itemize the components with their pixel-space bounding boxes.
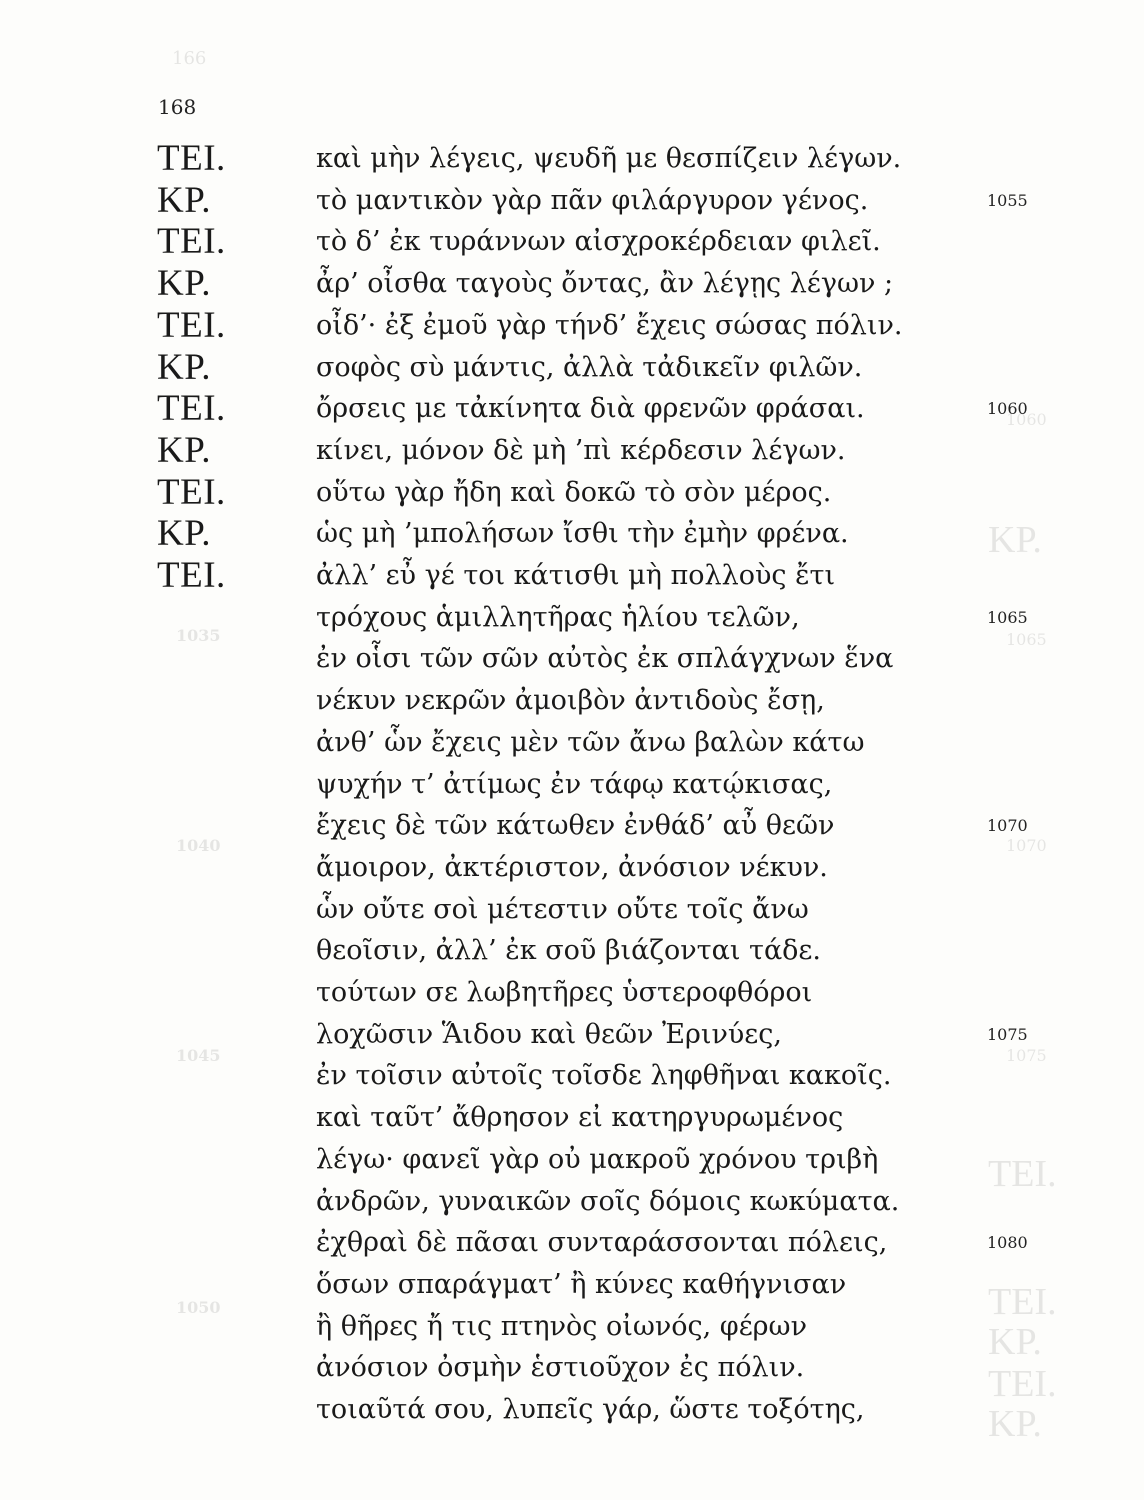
speaker-label: ΤΕΙ. xyxy=(157,471,226,513)
bleed-through-line-number: 1040 xyxy=(176,836,221,855)
verse-line xyxy=(0,470,1144,516)
verse-text-line: ἐν οἷσι τῶν σῶν αὐτὸς ἐκ σπλάγχνων ἕνα xyxy=(316,643,894,675)
bleed-through-speaker: ΤΕΙ. xyxy=(988,1281,1057,1323)
speaker-label: ΚΡ. xyxy=(157,513,211,555)
bleed-through-speaker: ΚΡ. xyxy=(988,1321,1042,1363)
verse-text-line: ἐχθραὶ δὲ πᾶσαι συνταράσσονται πόλεις, xyxy=(316,1227,888,1259)
speaker-label: ΤΕΙ. xyxy=(157,138,226,179)
verse-text-line: τὸ δ’ ἐκ τυράννων αἰσχροκέρδειαν φιλεῖ. xyxy=(316,226,881,258)
bleed-through-speaker: ΚΡ. xyxy=(988,1403,1042,1445)
line-number: 1055 xyxy=(987,190,1028,210)
verse-text-line: λέγω· φανεῖ γὰρ οὐ μακροῦ χρόνου τριβὴ xyxy=(316,1143,879,1175)
verse-line xyxy=(0,1053,1144,1099)
verse-line xyxy=(0,1095,1144,1141)
verse-text-line: ἄμοιρον, ἀκτέριστον, ἀνόσιον νέκυν. xyxy=(316,851,828,883)
verse-text-line: τρόχους ἁμιλλητῆρας ἡλίου τελῶν, xyxy=(316,601,800,633)
verse-text-line: οἶδ’· ἐξ ἐμοῦ γὰρ τήνδ’ ἔχεις σώσας πόλιν. xyxy=(316,309,903,341)
verse-text-line: τοιαῦτά σου, λυπεῖς γάρ, ὥστε τοξότης, xyxy=(316,1394,865,1425)
verse-line xyxy=(0,1387,1144,1433)
verse-text-line: ἀνθ’ ὧν ἔχεις μὲν τῶν ἄνω βαλὼν κάτω xyxy=(316,726,865,758)
verse-line xyxy=(0,136,1144,182)
verse-line xyxy=(0,386,1144,432)
verse-text-line: ἢ θῆρες ἤ τις πτηνὸς οἰωνός, φέρων xyxy=(316,1310,807,1342)
verse-text-line: κίνει, μόνον δὲ μὴ ’πὶ κέρδεσιν λέγων. xyxy=(316,434,846,466)
verse-text-line: ψυχήν τ’ ἀτίμως ἐν τάφῳ κατῴκισας, xyxy=(316,768,833,800)
speaker-label: ΤΕΙ. xyxy=(157,555,226,596)
verse-line xyxy=(0,595,1144,641)
line-number: 1080 xyxy=(987,1233,1028,1253)
speaker-label: ΤΕΙ. xyxy=(157,304,226,346)
bleed-through-speaker: ΤΕΙ. xyxy=(988,1153,1057,1195)
verse-text-line: τὸ μαντικὸν γὰρ πᾶν φιλάργυρον γένος. xyxy=(316,184,869,216)
page-number: 168 xyxy=(158,95,197,119)
bleed-through-page-number: 166 xyxy=(172,48,207,69)
verse-text-line: ὡς μὴ ’μπολήσων ἴσθι τὴν ἐμὴν φρένα. xyxy=(316,518,849,550)
line-number: 1075 xyxy=(987,1024,1028,1044)
verse-line xyxy=(0,553,1144,599)
verse-text-line: ἐν τοῖσιν αὐτοῖς τοῖσδε ληφθῆναι κακοῖς. xyxy=(316,1060,892,1092)
verse-line xyxy=(0,1220,1144,1266)
verse-text-line: ὧν οὔτε σοὶ μέτεστιν οὔτε τοῖς ἄνω xyxy=(316,893,809,925)
verse-line xyxy=(0,345,1144,391)
bleed-through-line-number: 1050 xyxy=(176,1298,221,1317)
verse-text-line: ἆρ’ οἶσθα ταγοὺς ὄντας, ἂν λέγῃς λέγων ; xyxy=(316,268,894,300)
verse-line xyxy=(0,178,1144,224)
verse-line xyxy=(0,511,1144,557)
verse-line xyxy=(0,1179,1144,1225)
verse-line xyxy=(0,1345,1144,1391)
verse-text-line: σοφὸς σὺ μάντις, ἀλλὰ τἀδικεῖν φιλῶν. xyxy=(316,351,863,383)
verse-text-line: καὶ μὴν λέγεις, ψευδῆ με θεσπίζειν λέγων. xyxy=(316,143,902,174)
verse-text-line: ὅσων σπαράγματ’ ἢ κύνες καθήγνισαν xyxy=(316,1268,847,1300)
verse-text-line: ἀλλ’ εὖ γέ τοι κάτισθι μὴ πολλοὺς ἔτι xyxy=(316,560,836,591)
bleed-through-line-number: 1065 xyxy=(1006,630,1047,649)
speaker-label: ΤΕΙ. xyxy=(157,221,226,263)
verse-line xyxy=(0,636,1144,682)
verse-text-line: καὶ ταῦτ’ ἄθρησον εἰ κατηργυρωμένος xyxy=(316,1102,844,1134)
verse-line xyxy=(0,1304,1144,1350)
speaker-label: ΚΡ. xyxy=(157,429,211,471)
bleed-through-line-number: 1035 xyxy=(176,626,221,645)
verse-line xyxy=(0,928,1144,974)
line-number: 1070 xyxy=(987,816,1028,836)
speaker-label: ΚΡ. xyxy=(157,263,211,305)
verse-text-line: λοχῶσιν Ἅιδου καὶ θεῶν Ἐρινύες, xyxy=(316,1018,783,1050)
verse-line xyxy=(0,845,1144,891)
verse-line xyxy=(0,428,1144,474)
verse-text-line: τούτων σε λωβητῆρες ὑστεροφθόροι xyxy=(316,977,813,1008)
line-number: 1065 xyxy=(987,607,1028,627)
verse-text-line: ἀνδρῶν, γυναικῶν σοῖς δόμοις κωκύματα. xyxy=(316,1185,900,1217)
verse-line xyxy=(0,762,1144,808)
verse-text-line: ἀνόσιον ὀσμὴν ἑστιοῦχον ἐς πόλιν. xyxy=(316,1352,805,1384)
verse-line xyxy=(0,219,1144,265)
line-number: 1060 xyxy=(987,399,1028,419)
bleed-through-line-number: 1075 xyxy=(1006,1046,1047,1065)
verse-text-line: θεοῖσιν, ἀλλ’ ἐκ σοῦ βιάζονται τάδε. xyxy=(316,935,821,967)
bleed-through-line-number: 1045 xyxy=(176,1046,221,1065)
verse-line xyxy=(0,1012,1144,1058)
bleed-through-speaker: ΚΡ. xyxy=(988,519,1042,561)
verse-line xyxy=(0,1137,1144,1183)
speaker-label: ΤΕΙ. xyxy=(157,388,226,430)
verse-line xyxy=(0,803,1144,849)
bleed-through-line-number: 1070 xyxy=(1006,836,1047,855)
verse-text-line: οὕτω γὰρ ἤδη καὶ δοκῶ τὸ σὸν μέρος. xyxy=(316,476,832,508)
verse-text-line: νέκυν νεκρῶν ἀμοιβὸν ἀντιδοὺς ἔσῃ, xyxy=(316,685,825,717)
verse-line xyxy=(0,261,1144,307)
speaker-label: ΚΡ. xyxy=(157,179,211,221)
verse-line xyxy=(0,1262,1144,1308)
bleed-through-speaker: ΤΕΙ. xyxy=(988,1363,1057,1405)
verse-line xyxy=(0,970,1144,1016)
bleed-through-line-number: 1060 xyxy=(1006,410,1047,429)
verse-text-line: ὄρσεις με τἀκίνητα διὰ φρενῶν φράσαι. xyxy=(316,393,865,425)
verse-line xyxy=(0,887,1144,933)
verse-line xyxy=(0,303,1144,349)
verse-text-line: ἔχεις δὲ τῶν κάτωθεν ἐνθάδ’ αὖ θεῶν xyxy=(316,810,835,842)
verse-line xyxy=(0,678,1144,724)
verse-line xyxy=(0,720,1144,766)
speaker-label: ΚΡ. xyxy=(157,346,211,388)
